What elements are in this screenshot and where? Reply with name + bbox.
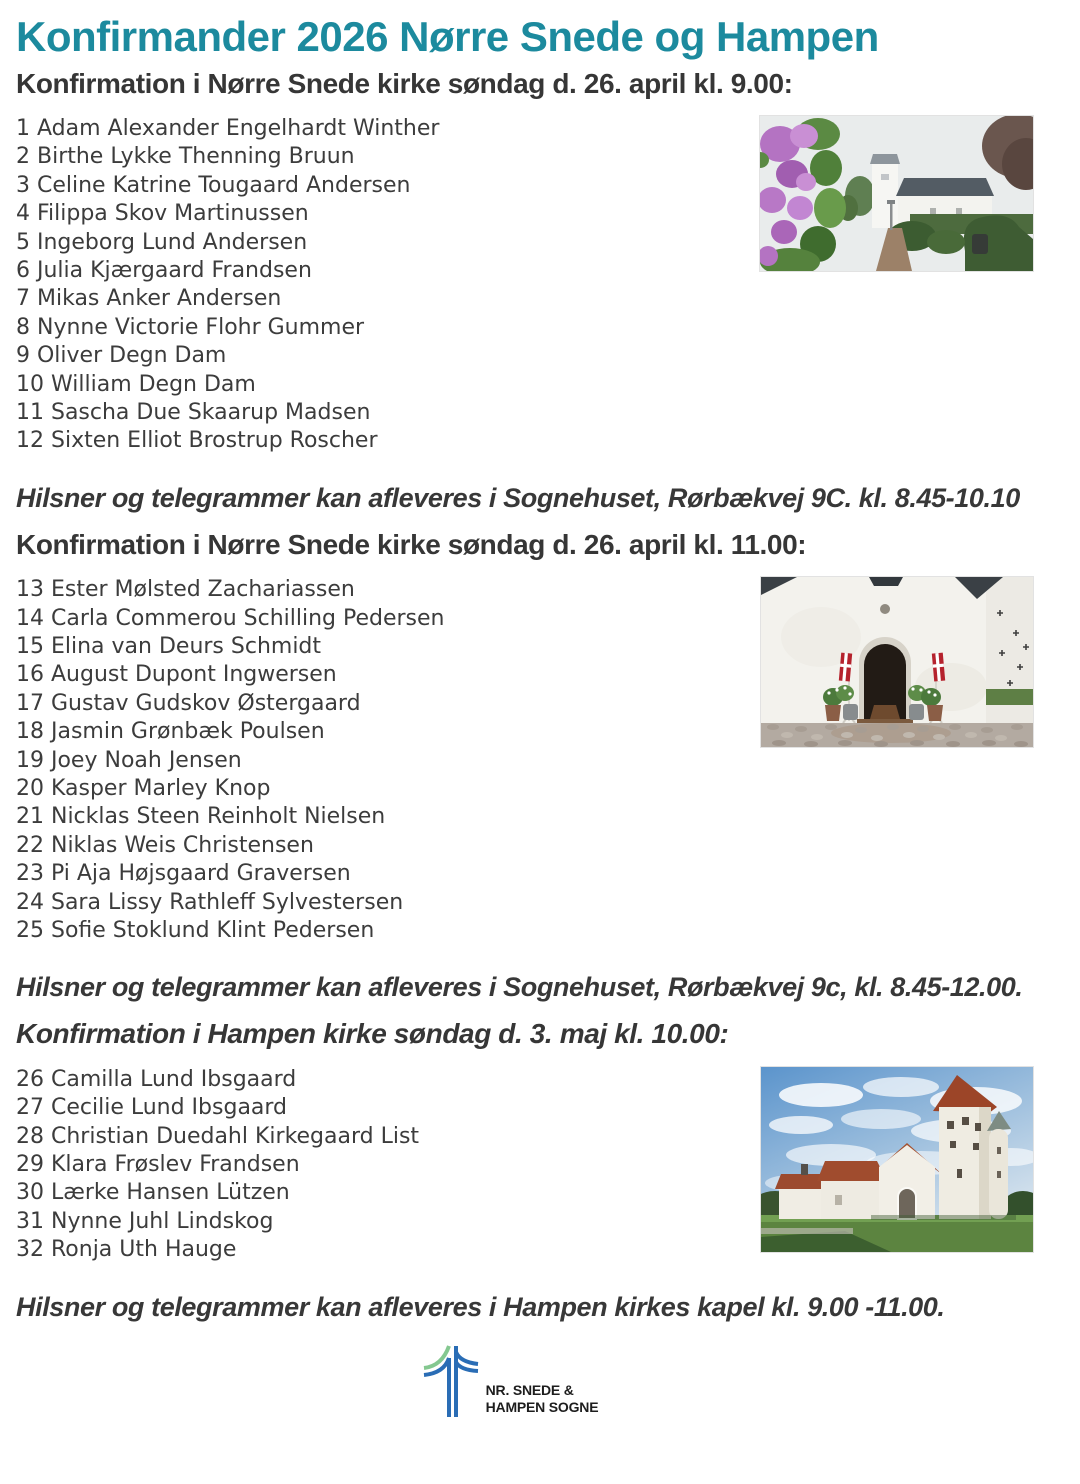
list-item: 10 William Degn Dam: [16, 371, 256, 397]
list-item: 6 Julia Kjærgaard Frandsen: [16, 257, 312, 283]
list-item: 1 Adam Alexander Engelhardt Winther: [16, 115, 440, 141]
list-item: 19 Joey Noah Jensen: [16, 747, 242, 773]
name-list-2: [16, 576, 760, 945]
cross-icon: [422, 1338, 480, 1422]
list-item: 24 Sara Lissy Rathleff Sylvestersen: [16, 889, 404, 915]
list-item: 13 Ester Mølsted Zachariassen: [16, 577, 355, 603]
list-item: 28 Christian Duedahl Kirkegaard List: [16, 1123, 420, 1149]
list-item: 20 Kasper Marley Knop: [16, 775, 271, 801]
section-1: [16, 115, 1064, 482]
list-item: 2 Birthe Lykke Thenning Bruun: [16, 144, 355, 170]
list-item: 23 Pi Aja Højsgaard Graversen: [16, 861, 351, 887]
name-list-3: [16, 1066, 760, 1265]
note-2: Hilsner og telegrammer kan afleveres i Sognehuset, Rørbækvej 9c, kl. 8.45-12.00.: [16, 972, 1023, 1003]
section-heading-2: Konfirmation i Nørre Snede kirke søndag d. 26. april kl. 11.00:: [16, 528, 807, 560]
page-title: Konfirmander 2026 Nørre Snede og Hampen: [16, 13, 879, 60]
list-item: 31 Nynne Juhl Lindskog: [16, 1208, 274, 1234]
list-item: 25 Sofie Stoklund Klint Pedersen: [16, 918, 375, 944]
list-item: 18 Jasmin Grønbæk Poulsen: [16, 719, 325, 745]
note-3: Hilsner og telegrammer kan afleveres i Hampen kirkes kapel kl. 9.00 -11.00.: [16, 1291, 945, 1322]
list-item: 27 Cecilie Lund Ibsgaard: [16, 1095, 288, 1121]
list-item: 12 Sixten Elliot Brostrup Roscher: [16, 428, 378, 454]
list-item: 8 Nynne Victorie Flohr Gummer: [16, 314, 365, 340]
list-item: 11 Sascha Due Skaarup Madsen: [16, 399, 371, 425]
section-3: [16, 1066, 1064, 1291]
list-item: 4 Filippa Skov Martinussen: [16, 201, 309, 227]
noerre-snede-kirke-garden-photo: [759, 115, 1034, 272]
list-item: 30 Lærke Hansen Lützen: [16, 1180, 290, 1206]
note-1: Hilsner og telegrammer kan afleveres i Sognehuset, Rørbækvej 9C. kl. 8.45-10.10: [16, 482, 1020, 513]
parish-logo: [16, 1338, 1064, 1422]
section-heading-3: Konfirmation i Hampen kirke søndag d. 3. maj kl. 10.00:: [16, 1018, 729, 1050]
list-item: 22 Niklas Weis Christensen: [16, 832, 314, 858]
list-item: 17 Gustav Gudskov Østergaard: [16, 690, 361, 716]
list-item: 14 Carla Commerou Schilling Pedersen: [16, 605, 445, 631]
list-item: 21 Nicklas Steen Reinholt Nielsen: [16, 804, 386, 830]
parish-name-line2: HAMPEN SOGNE: [485, 1398, 599, 1415]
list-item: 15 Elina van Deurs Schmidt: [16, 633, 322, 659]
list-item: 16 August Dupont Ingwersen: [16, 662, 337, 688]
list-item: 7 Mikas Anker Andersen: [16, 286, 282, 312]
section-heading-1: Konfirmation i Nørre Snede kirke søndag d. 26. april kl. 9.00:: [16, 67, 793, 99]
parish-logo-text: [486, 1382, 599, 1416]
list-item: 5 Ingeborg Lund Andersen: [16, 229, 308, 255]
list-item: 32 Ronja Uth Hauge: [16, 1237, 237, 1263]
name-list-1: [16, 115, 759, 456]
noerre-snede-kirke-entrance-photo: [760, 576, 1034, 748]
parish-name-line1: NR. SNEDE &: [485, 1381, 574, 1398]
list-item: 3 Celine Katrine Tougaard Andersen: [16, 172, 411, 198]
list-item: 29 Klara Frøslev Frandsen: [16, 1152, 300, 1177]
hampen-kirke-photo: [760, 1066, 1034, 1253]
list-item: 26 Camilla Lund Ibsgaard: [16, 1066, 297, 1092]
list-item: 9 Oliver Degn Dam: [16, 343, 227, 369]
section-2: [16, 576, 1064, 971]
